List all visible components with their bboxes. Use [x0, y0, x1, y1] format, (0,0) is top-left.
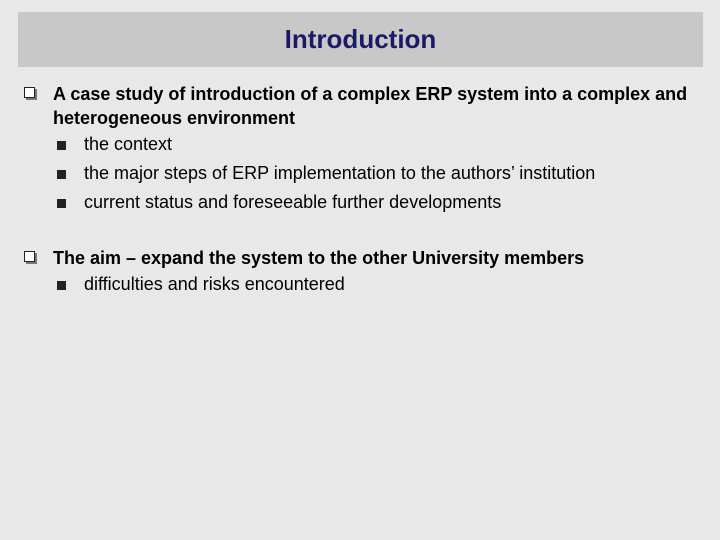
square-bullet-icon — [57, 199, 66, 208]
square-bullet-icon — [57, 141, 66, 150]
bullet-main-2 — [22, 246, 692, 270]
sub-bullet-text: the context — [84, 134, 173, 154]
sublist-2 — [22, 270, 692, 299]
slide-content — [22, 82, 692, 328]
sub-bullet — [22, 270, 692, 299]
slide-title: Introduction — [284, 24, 437, 54]
sub-bullet-text: current status and foreseeable further developments — [84, 192, 502, 212]
bullet-group-1 — [22, 82, 692, 217]
square-bullet-icon — [57, 170, 66, 179]
bullet-main-text: A case study of introduction of a complex ERP system into a complex and heterogeneous environment — [53, 84, 688, 128]
sub-bullet-text: difficulties and risks encountered — [84, 274, 345, 294]
sub-bullet — [22, 130, 692, 159]
checkbox-bullet-icon — [24, 87, 35, 98]
bullet-group-2 — [22, 246, 692, 299]
sub-bullet — [22, 159, 692, 188]
sub-bullet — [22, 188, 692, 217]
sub-bullet-text: the major steps of ERP implementation to the authors’ institution — [84, 163, 596, 183]
sublist-1 — [22, 130, 692, 217]
bullet-main-text: The aim – expand the system to the other University members — [53, 248, 585, 268]
bullet-main-1 — [22, 82, 692, 130]
checkbox-bullet-icon — [24, 251, 35, 262]
square-bullet-icon — [57, 281, 66, 290]
title-bar — [18, 12, 703, 67]
